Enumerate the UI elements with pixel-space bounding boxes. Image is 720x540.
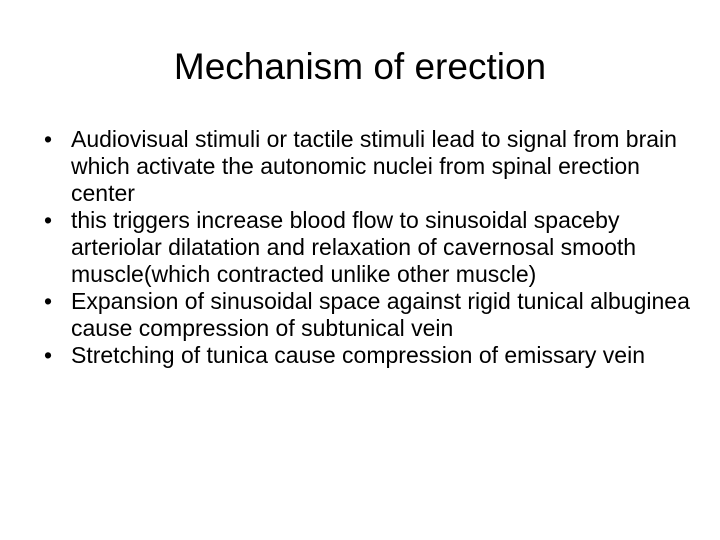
bullet-text: Audiovisual stimuli or tactile stimuli lead to signal from brain which activate the autonomic nuclei from spinal erection center <box>71 126 677 206</box>
bullet-item <box>44 342 694 369</box>
bullet-text: this triggers increase blood flow to sinusoidal spaceby arteriolar dilatation and relaxation of cavernosal smooth muscle(which contracted unlike other muscle) <box>71 207 637 287</box>
bullet-text: Stretching of tunica cause compression of emissary vein <box>71 342 645 368</box>
bullet-item <box>44 288 694 342</box>
bullet-dot-icon: • <box>44 288 53 314</box>
bullet-text: Expansion of sinusoidal space against rigid tunical albuginea cause compression of subtunical vein <box>71 288 690 341</box>
bullet-dot-icon: • <box>44 207 53 233</box>
bullet-dot-icon: • <box>44 342 53 368</box>
bullet-dot-icon: • <box>44 126 53 152</box>
slide-title: Mechanism of erection <box>173 46 547 87</box>
bullet-item <box>44 126 694 207</box>
bullet-list <box>44 126 694 369</box>
bullet-item <box>44 207 694 288</box>
